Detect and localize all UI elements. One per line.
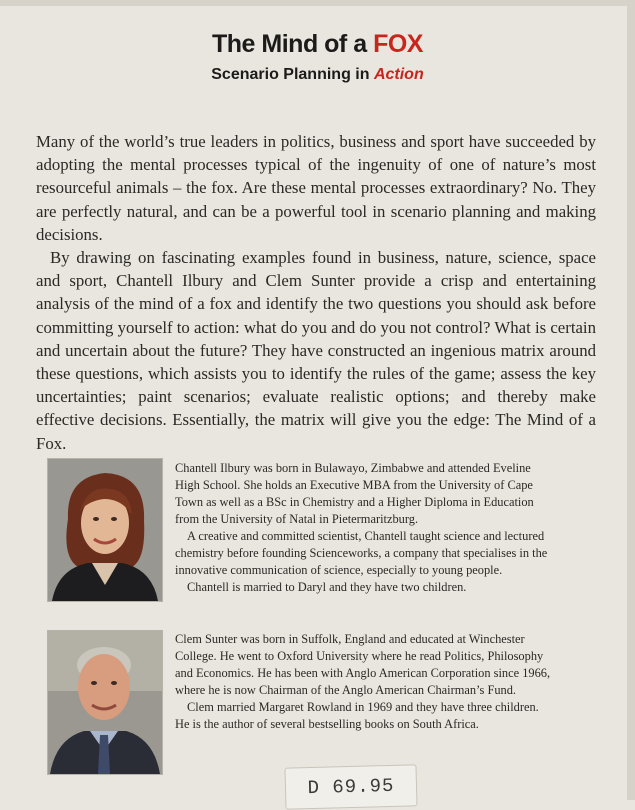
portrait-woman-icon bbox=[48, 459, 162, 601]
author-bio-clem bbox=[175, 631, 555, 733]
title-main: The Mind of a bbox=[212, 30, 374, 58]
portrait-man-icon bbox=[48, 631, 162, 774]
blurb-paragraph: By drawing on fascinating examples found in business, nature, science, space and sport, Chantell Ilbury and Clem Sunter provide a crisp and entertaining analysis of the mind of a fox and identify the two questions you should ask before committing yourself to action: what do you and do you not control? What is certain and uncertain about the future? They have constructed an ingenious matrix around these questions, which assists you to identify the rules of the game; assess the key uncertainties; paint scenarios; evaluate realistic options; and thereby make effective decisions. Essentially, the matrix will give you the edge: The Mind of a Fox. bbox=[36, 248, 596, 453]
bio-paragraph: Clem Sunter was born in Suffolk, England and educated at Winchester College. He went to Oxford University where he read Politics, Philosophy and Economics. He has been with Anglo American Corporation since 1966, where he is now Chairman of the Anglo American Chairman’s Fund. bbox=[175, 632, 551, 697]
author-photo-clem bbox=[47, 630, 163, 775]
bio-paragraph: Clem married Margaret Rowland in 1969 and they have three children. He is the author of several bestselling books on South Africa. bbox=[175, 700, 539, 731]
price-sticker: D 69.95 bbox=[284, 764, 417, 809]
bio-paragraph: Chantell Ilbury was born in Bulawayo, Zimbabwe and attended Eveline High School. She holds an Executive MBA from the University of Cape Town as well as a BSc in Chemistry and a Higher Diploma in Education from the University of Natal in Pietermaritzburg. bbox=[175, 461, 534, 526]
blurb bbox=[36, 130, 596, 455]
bio-paragraph: A creative and committed scientist, Chantell taught science and lectured chemistry before founding Scienceworks, a company that specialises in the innovative communication of science, especially to young people. bbox=[175, 529, 548, 577]
book-subtitle bbox=[0, 66, 635, 84]
subtitle-accent: Action bbox=[373, 66, 424, 83]
blurb-paragraph: Many of the world’s true leaders in politics, business and sport have succeeded by adopting the mental processes typical of the ingenuity of one of nature’s most resourceful animals – the fox. Are these mental processes extraordinary? No. They are perfectly natural, and can be a powerful tool in scenario planning and making decisions. bbox=[36, 132, 596, 244]
right-edge bbox=[627, 0, 635, 800]
book-title bbox=[0, 30, 635, 59]
subtitle-main: Scenario Planning in bbox=[211, 66, 374, 83]
title-accent: FOX bbox=[373, 30, 423, 58]
bio-paragraph: Chantell is married to Daryl and they have two children. bbox=[187, 580, 467, 594]
top-edge bbox=[0, 0, 635, 6]
author-photo-chantell bbox=[47, 458, 163, 602]
author-bio-chantell bbox=[175, 460, 555, 596]
